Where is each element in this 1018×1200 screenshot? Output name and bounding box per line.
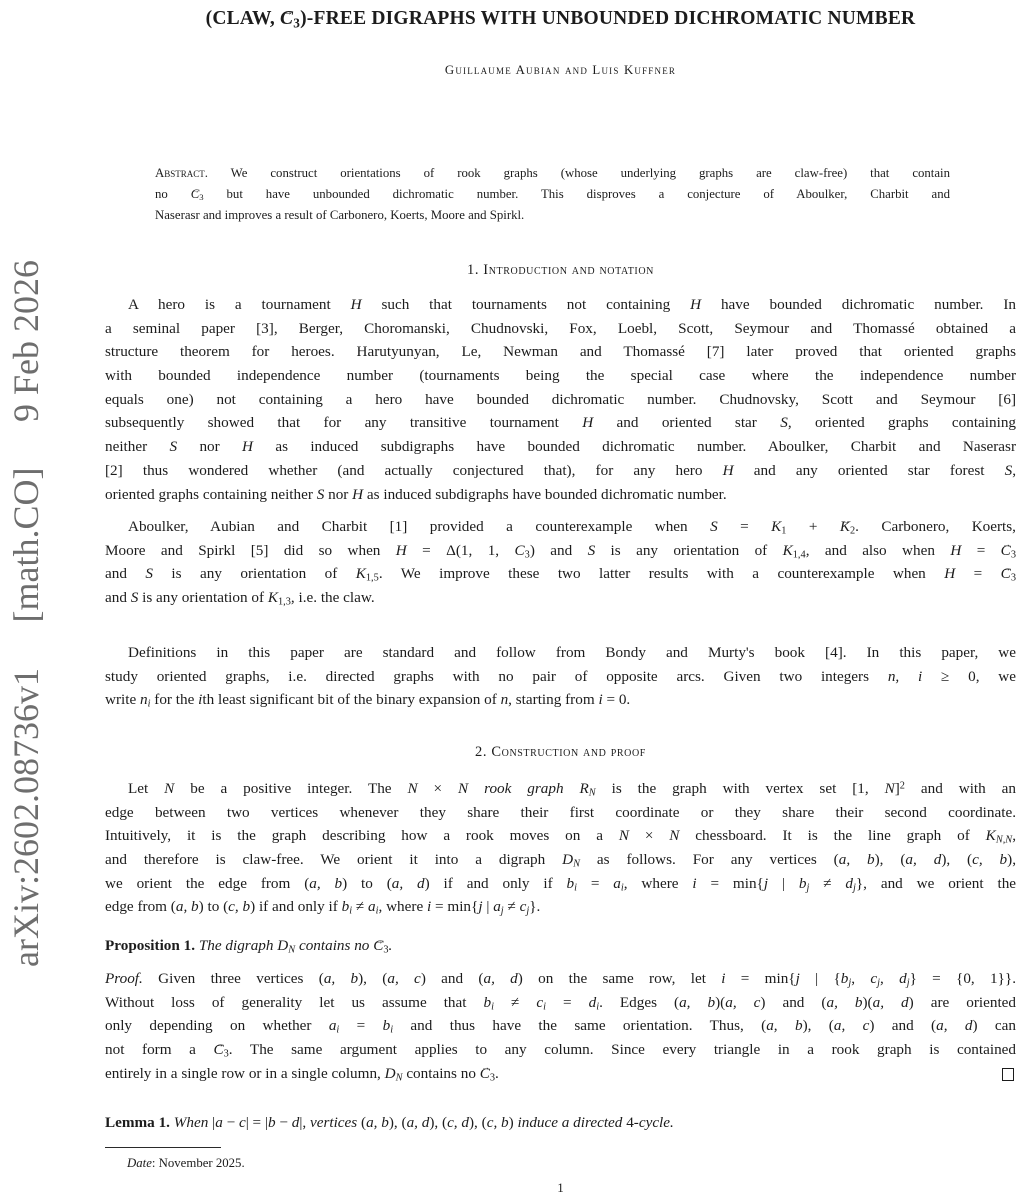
text-line: Let N be a positive integer. The N × N rook graph $R_N$ is the graph with vertex set [1, N]$^2$ and with an (128, 780, 1016, 799)
text-line: study oriented graphs, i.e. directed graphs with no pair of opposite arcs. Given two integers n, i ≥ 0, we (105, 667, 1017, 685)
text-line: and S is any orientation of $K_{1,3}$, i.e. the claw. (105, 589, 375, 608)
page-number: 1 (557, 1180, 564, 1195)
arxiv-category: [math.CO] (6, 467, 46, 623)
text-line: and therefore is claw-free. We orient it into a digraph $D_N$ as follows. For any vertices (a, b), (a, d), (c, b), (105, 851, 1017, 870)
text-line: Aboulker, Aubian and Charbit [1] provided a counterexample when $S = K_1 + K \to_2$. Carbonero, Koerts, (105, 515, 1016, 539)
section-1-heading: 1. Introduction and notation (466, 262, 654, 278)
paper-title: (CLAW, $C \to_3$)-FREE DIGRAPHS WITH UNBOUNDED DICHROMATIC NUMBER (105, 6, 1016, 32)
intro-paragraph-2 (105, 515, 1016, 610)
page-content (105, 0, 1016, 1200)
text-line: subsequently showed that for any transitive tournament H and oriented star S, oriented graphs containing (105, 414, 1017, 432)
text-line: and S is any orientation of $K_{1,5}$. We improve these two latter results with a counterexample when $H = C \to_3$ (105, 562, 1016, 586)
text-line: with bounded independence number (tournaments being the special case where the independence number (105, 367, 1016, 385)
text-line: Definitions in this paper are standard and follow from Bondy and Murty's book [4]. In this paper, we (128, 644, 1016, 661)
text-line: entirely in a single row or in a single column, $D_N$ contains no $C \to_3$. (105, 1062, 1016, 1086)
text-line: edge from (a, b) to (c, b) if and only if $b_i \ne a_i$, where i = min{j | $a_j \ne c_j$}. (105, 898, 541, 918)
arxiv-watermark (4, 260, 48, 967)
text-line: only depending on whether $a_i = b_i$ and thus have the same orientation. Thus, (a, b), (a, c) and (a, d) can (105, 1017, 1016, 1036)
text-line: Abstract. We construct orientations of rook graphs (whose underlying graphs are claw-free) that contain (155, 166, 950, 180)
construction-paragraph (105, 777, 1016, 919)
intro-paragraph-3 (105, 641, 1016, 712)
abstract (155, 163, 950, 226)
authors: Guillaume Aubian and Luis Kuffner (444, 63, 677, 77)
text-line: a seminal paper [3], Berger, Choromanski, Chudnovski, Fox, Loebl, Scott, Seymour and Thomassé obtained a (105, 319, 1016, 337)
date-footnote: Date: November 2025. (127, 1156, 245, 1170)
text-line: A hero is a tournament H such that tournaments not containing H have bounded dichromatic number. In (128, 296, 1017, 313)
proposition-1: Proposition 1. The digraph $D_N$ contains no $C \to_3$. (105, 934, 1016, 958)
arxiv-stamp-date: 9 Feb 2026 (6, 260, 46, 422)
section-2-heading: 2. Construction and proof (475, 744, 646, 760)
text-line: neither S nor H as induced subdigraphs have bounded dichromatic number. Aboulker, Charbit and Naserasr (105, 438, 1017, 456)
footnote-rule (105, 1147, 221, 1148)
lemma-1: Lemma 1. When |a − c| = |b − d|, vertices (a, b), (a, d), (c, d), (c, b) induce a directed 4-cycle. (105, 1114, 674, 1131)
intro-paragraph-1 (105, 293, 1016, 506)
proof-proposition-1 (105, 967, 1016, 1085)
text-line: equals one) not containing a hero have bounded dichromatic number. Chudnovsky, Scott and Seymour [6] (105, 390, 1016, 408)
text-line: no $C \to_3$ but have unbounded dichromatic number. This disproves a conjecture of Aboulker, Charbit and (155, 184, 950, 205)
text-line: Proof. Given three vertices (a, b), (a, c) and (a, d) on the same row, let i = min{j | {$b_j$, $c_j$, $d_j\} = \{0$, 1}}. (105, 970, 1017, 989)
text-line: we orient the edge from (a, b) to (a, d) if and only if $b_i = a_i$, where i = min{j | $b_j \ne d_j$}, and we orient the (105, 874, 1017, 894)
text-line: Without loss of generality let us assume that $b_i \ne c_i = d_i$. Edges (a, b)(a, c) and (a, b)(a, d) are oriented (105, 993, 1017, 1013)
text-line: Moore and Spirkl [5] did so when H = Δ(1, 1, $C_3$) and S is any orientation of $K_{1,4}$, and also when $H = C \to_3$ (105, 539, 1016, 563)
text-line: structure theorem for heroes. Harutyunyan, Le, Newman and Thomassé [7] later proved that oriented graphs (105, 343, 1016, 361)
text-line: [2] thus wondered whether (and actually conjectured that), for any hero H and any oriented star forest S, (105, 461, 1017, 479)
text-line: Naserasr and improves a result of Carbonero, Koerts, Moore and Spirkl. (155, 208, 525, 222)
arxiv-id: arXiv:2602.08736v1 (6, 668, 46, 967)
text-line: edge between two vertices whenever they share their first coordinate or they share their second coordinate. (105, 803, 1016, 821)
text-line: write $n_i$ for the ith least significant bit of the binary expansion of n, starting from i = 0. (105, 691, 631, 710)
text-line: Intuitively, it is the graph describing how a rook moves on a N × N chessboard. It is the line graph of $K_{N,N}$, (105, 827, 1016, 846)
text-line: oriented graphs containing neither S nor H as induced subdigraphs have bounded dichromatic number. (105, 485, 727, 503)
qed-box (1002, 1068, 1014, 1081)
text-line: not form a $C \to_3$. The same argument applies to any column. Since every triangle in a rook graph is contained (105, 1038, 1016, 1062)
